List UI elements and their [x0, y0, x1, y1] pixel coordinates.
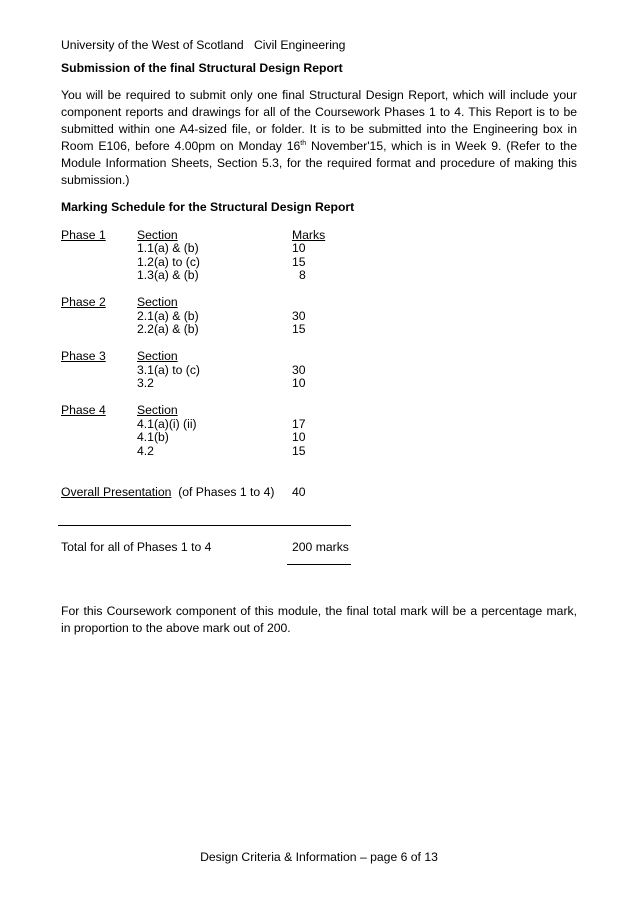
marks-cell: 15: [292, 255, 306, 269]
section-cell: 3.1(a) to (c): [137, 363, 200, 377]
section-cell: 4.2: [137, 444, 154, 458]
section-cell: 1.3(a) & (b): [137, 268, 199, 282]
total-marks: 200 marks: [292, 540, 349, 554]
marks-header: Marks: [292, 228, 326, 242]
marks-cell: 30: [292, 309, 306, 323]
marks-cell: 10: [292, 430, 306, 444]
section-cell: 1.1(a) & (b): [137, 241, 199, 255]
submission-title: Submission of the final Structural Design Report: [61, 61, 343, 75]
marks-cell: 17: [292, 417, 306, 431]
page-footer: Design Criteria & Information – page 6 of 13: [200, 850, 438, 864]
total-divider-line: [58, 525, 351, 526]
phase-1-section-header: Section: [137, 228, 178, 242]
total-underline: [287, 564, 351, 565]
section-cell: 4.1(b): [137, 430, 169, 444]
section-cell: 2.1(a) & (b): [137, 309, 199, 323]
section-cell: 4.1(a)(i) (ii): [137, 417, 197, 431]
section-cell: 2.2(a) & (b): [137, 322, 199, 336]
department-name: Civil Engineering: [254, 38, 346, 52]
date-superscript: th: [300, 139, 307, 147]
total-label: Total for all of Phases 1 to 4: [61, 540, 212, 554]
phase-1-label: Phase 1: [61, 228, 106, 242]
closing-paragraph: For this Coursework component of this module, the final total mark will be a percentage mark, in proportion to the above mark out of 200.: [61, 604, 577, 635]
overall-presentation-marks: 40: [292, 485, 306, 499]
phase-2-section-header: Section: [137, 295, 178, 309]
phase-2-label: Phase 2: [61, 295, 106, 309]
section-cell: 1.2(a) to (c): [137, 255, 200, 269]
phase-3-label: Phase 3: [61, 349, 106, 363]
overall-presentation-row: [61, 485, 274, 499]
marks-cell: 10: [292, 376, 306, 390]
phase-3-section-header: Section: [137, 349, 178, 363]
marks-cell: 15: [292, 444, 306, 458]
institution-name: University of the West of Scotland: [61, 38, 244, 52]
phase-4-section-header: Section: [137, 403, 178, 417]
section-cell: 3.2: [137, 376, 154, 390]
overall-presentation-label: Overall Presentation: [61, 485, 172, 499]
schedule-title: Marking Schedule for the Structural Design Report: [61, 200, 355, 214]
marks-cell: 30: [292, 363, 306, 377]
marks-cell: 8: [299, 268, 306, 282]
marks-cell: 15: [292, 322, 306, 336]
phase-4-label: Phase 4: [61, 403, 106, 417]
submission-paragraph: You will be required to submit only one final Structural Design Report, which will include your component reports and drawings for all of the Coursework Phases 1 to 4. This Report is to be submitted within one A4-sized file, or folder. It is to be submitted into the Engineering box in Room E106, before 4.00pm on Monday 16th November'15, which is in Week 9. (Refer to the Module Information Sheets, Section 5.3, for the required format and procedure of making this submission.): [61, 88, 577, 187]
overall-presentation-note: (of Phases 1 to 4): [178, 485, 275, 499]
marks-cell: 10: [292, 241, 306, 255]
